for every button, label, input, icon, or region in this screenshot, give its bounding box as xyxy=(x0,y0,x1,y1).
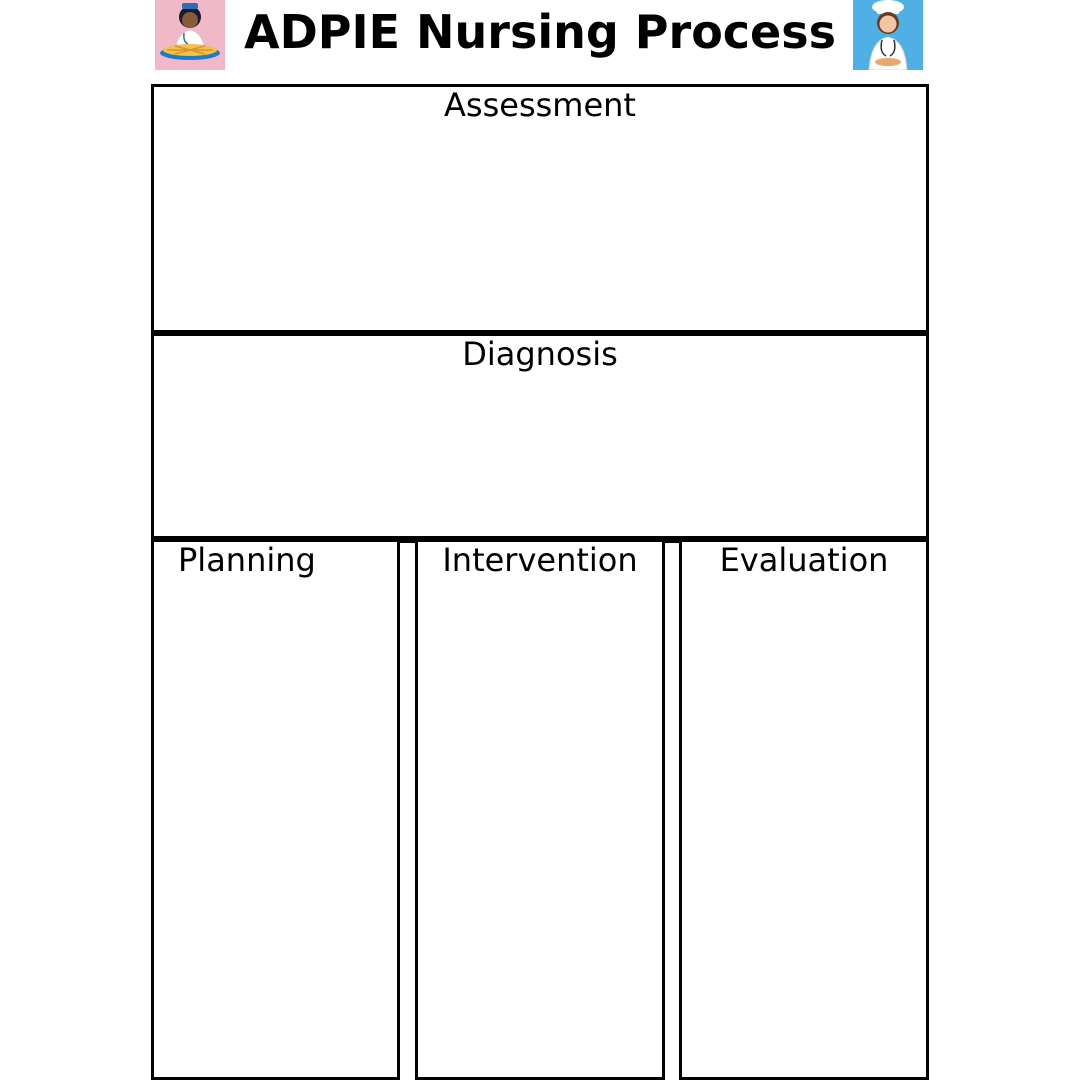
intervention-box xyxy=(415,539,665,1080)
diagnosis-label: Diagnosis xyxy=(462,335,618,373)
nurse-chef-illustration-icon xyxy=(853,0,923,70)
nurse-with-pie-illustration-icon xyxy=(155,0,225,70)
assessment-label: Assessment xyxy=(444,86,636,124)
evaluation-label: Evaluation xyxy=(719,541,889,579)
page-title: ADPIE Nursing Process xyxy=(243,5,837,59)
assessment-box xyxy=(151,84,929,333)
diagnosis-box xyxy=(151,333,929,539)
planning-label: Planning xyxy=(178,541,316,579)
planning-box xyxy=(151,539,400,1080)
intervention-label: Intervention xyxy=(442,541,638,579)
evaluation-box xyxy=(679,539,929,1080)
